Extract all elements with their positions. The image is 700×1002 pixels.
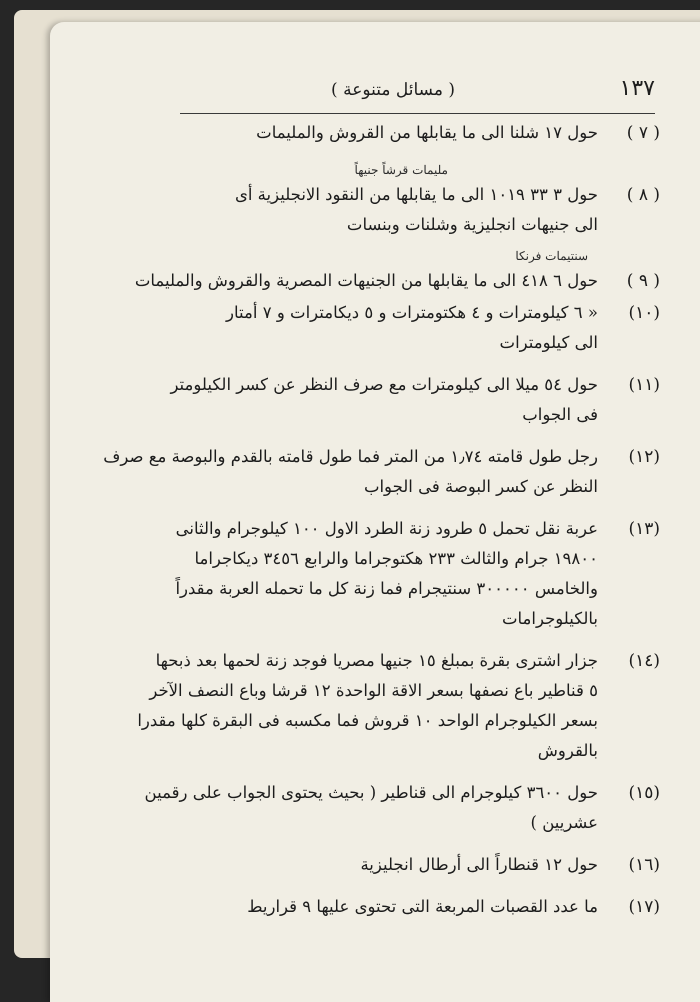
- problem-number: (١٧): [628, 897, 660, 917]
- problem-list: [103, 118, 660, 934]
- problem-number: (١٦): [628, 855, 660, 875]
- unit-hint: مليمات قرشاً جنيهاً: [354, 163, 448, 177]
- problem-number: ( ٧ ): [626, 123, 660, 143]
- problem-number: (١٢): [628, 447, 660, 467]
- problem-line: والخامس ٣٠٠٠٠٠ سنتيجرام فما زنة كل ما تحمله العربة مقدراً: [175, 579, 598, 598]
- problem-line: « ٦ كيلومترات و ٤ هكتومترات و ٥ ديكامترات و ٧ أمتار: [226, 303, 598, 322]
- problem-line: جزار اشترى بقرة بمبلغ ١٥ جنيها مصريا فوجد زنة لحمها بعد ذبحها: [155, 651, 598, 670]
- problem-line: حول ٥٤ ميلا الى كيلومترات مع صرف النظر عن كسر الكيلومتر: [170, 375, 598, 394]
- problem-item: [145, 118, 660, 148]
- page-number: ١٣٧: [619, 76, 655, 101]
- problem-number: (١٥): [628, 783, 660, 803]
- problem-line: عشريين ): [530, 813, 598, 832]
- header-rule: [180, 113, 655, 114]
- problem-line: بالكيلوجرامات: [501, 609, 598, 628]
- problem-item: [145, 850, 660, 880]
- problem-item: [145, 892, 660, 922]
- problem-line: حول ١٧ شلنا الى ما يقابلها من القروش والمليمات: [256, 123, 598, 142]
- problem-line: حول ٣ ٣٣ ١٠١٩ الى ما يقابلها من النقود الانجليزية أى: [234, 185, 598, 204]
- problem-item: [145, 778, 660, 838]
- problem-line: حول ٦ ٤١٨ الى ما يقابلها من الجنيهات المصرية والقروش والمليمات: [134, 271, 598, 290]
- problem-line: بسعر الكيلوجرام الواحد ١٠ قروش فما مكسبه فى البقرة كلها مقدرا: [137, 711, 598, 730]
- problem-item: [134, 246, 660, 296]
- problem-line: حول ٣٦٠٠ كيلوجرام الى قناطير ( بحيث يحتوى الجواب على رقمين: [144, 783, 598, 802]
- problem-line: الى كيلومترات: [499, 333, 598, 352]
- problem-line: بالقروش: [537, 741, 598, 760]
- problem-line: الى جنيهات انجليزية وشلنات وبنسات: [346, 215, 598, 234]
- problem-item: [145, 160, 660, 240]
- problem-item: [145, 514, 660, 634]
- problem-line: النظر عن كسر البوصة فى الجواب: [363, 477, 598, 496]
- problem-line: رجل طول قامته ١٫٧٤ من المتر فما طول قامته بالقدم والبوصة مع صرف: [103, 447, 598, 466]
- problem-item: [145, 298, 660, 358]
- problem-number: (١٠): [628, 303, 660, 323]
- problem-item: [103, 442, 660, 502]
- problem-number: (١٣): [628, 519, 660, 539]
- problem-line: ١٩٨٠٠ جرام والثالث ٢٣٣ هكتوجراما والرابع ٣٤٥٦ ديكاجراما: [194, 549, 598, 568]
- problem-line: فى الجواب: [522, 405, 598, 424]
- unit-hint: سنتيمات فرنكا: [515, 249, 588, 263]
- problem-line: حول ١٢ قنطاراً الى أرطال انجليزية: [360, 855, 598, 874]
- problem-line: ٥ قناطير باع نصفها بسعر الاقة الواحدة ١٢ قرشا وباع النصف الآخر: [149, 681, 598, 700]
- page-header: [180, 70, 655, 114]
- problem-number: ( ٨ ): [626, 185, 660, 205]
- problem-number: (١٤): [628, 651, 660, 671]
- problem-number: ( ٩ ): [626, 271, 660, 291]
- problem-number: (١١): [628, 375, 660, 395]
- problem-item: [145, 370, 660, 430]
- problem-item: [137, 646, 660, 766]
- problem-line: ما عدد القصبات المربعة التى تحتوى عليها ٩ قراريط: [247, 897, 598, 916]
- problem-line: عربة نقل تحمل ٥ طرود زنة الطرد الاول ١٠٠ كيلوجرام والثانى: [175, 519, 598, 538]
- page-title: ( مسائل متنوعة ): [331, 80, 455, 100]
